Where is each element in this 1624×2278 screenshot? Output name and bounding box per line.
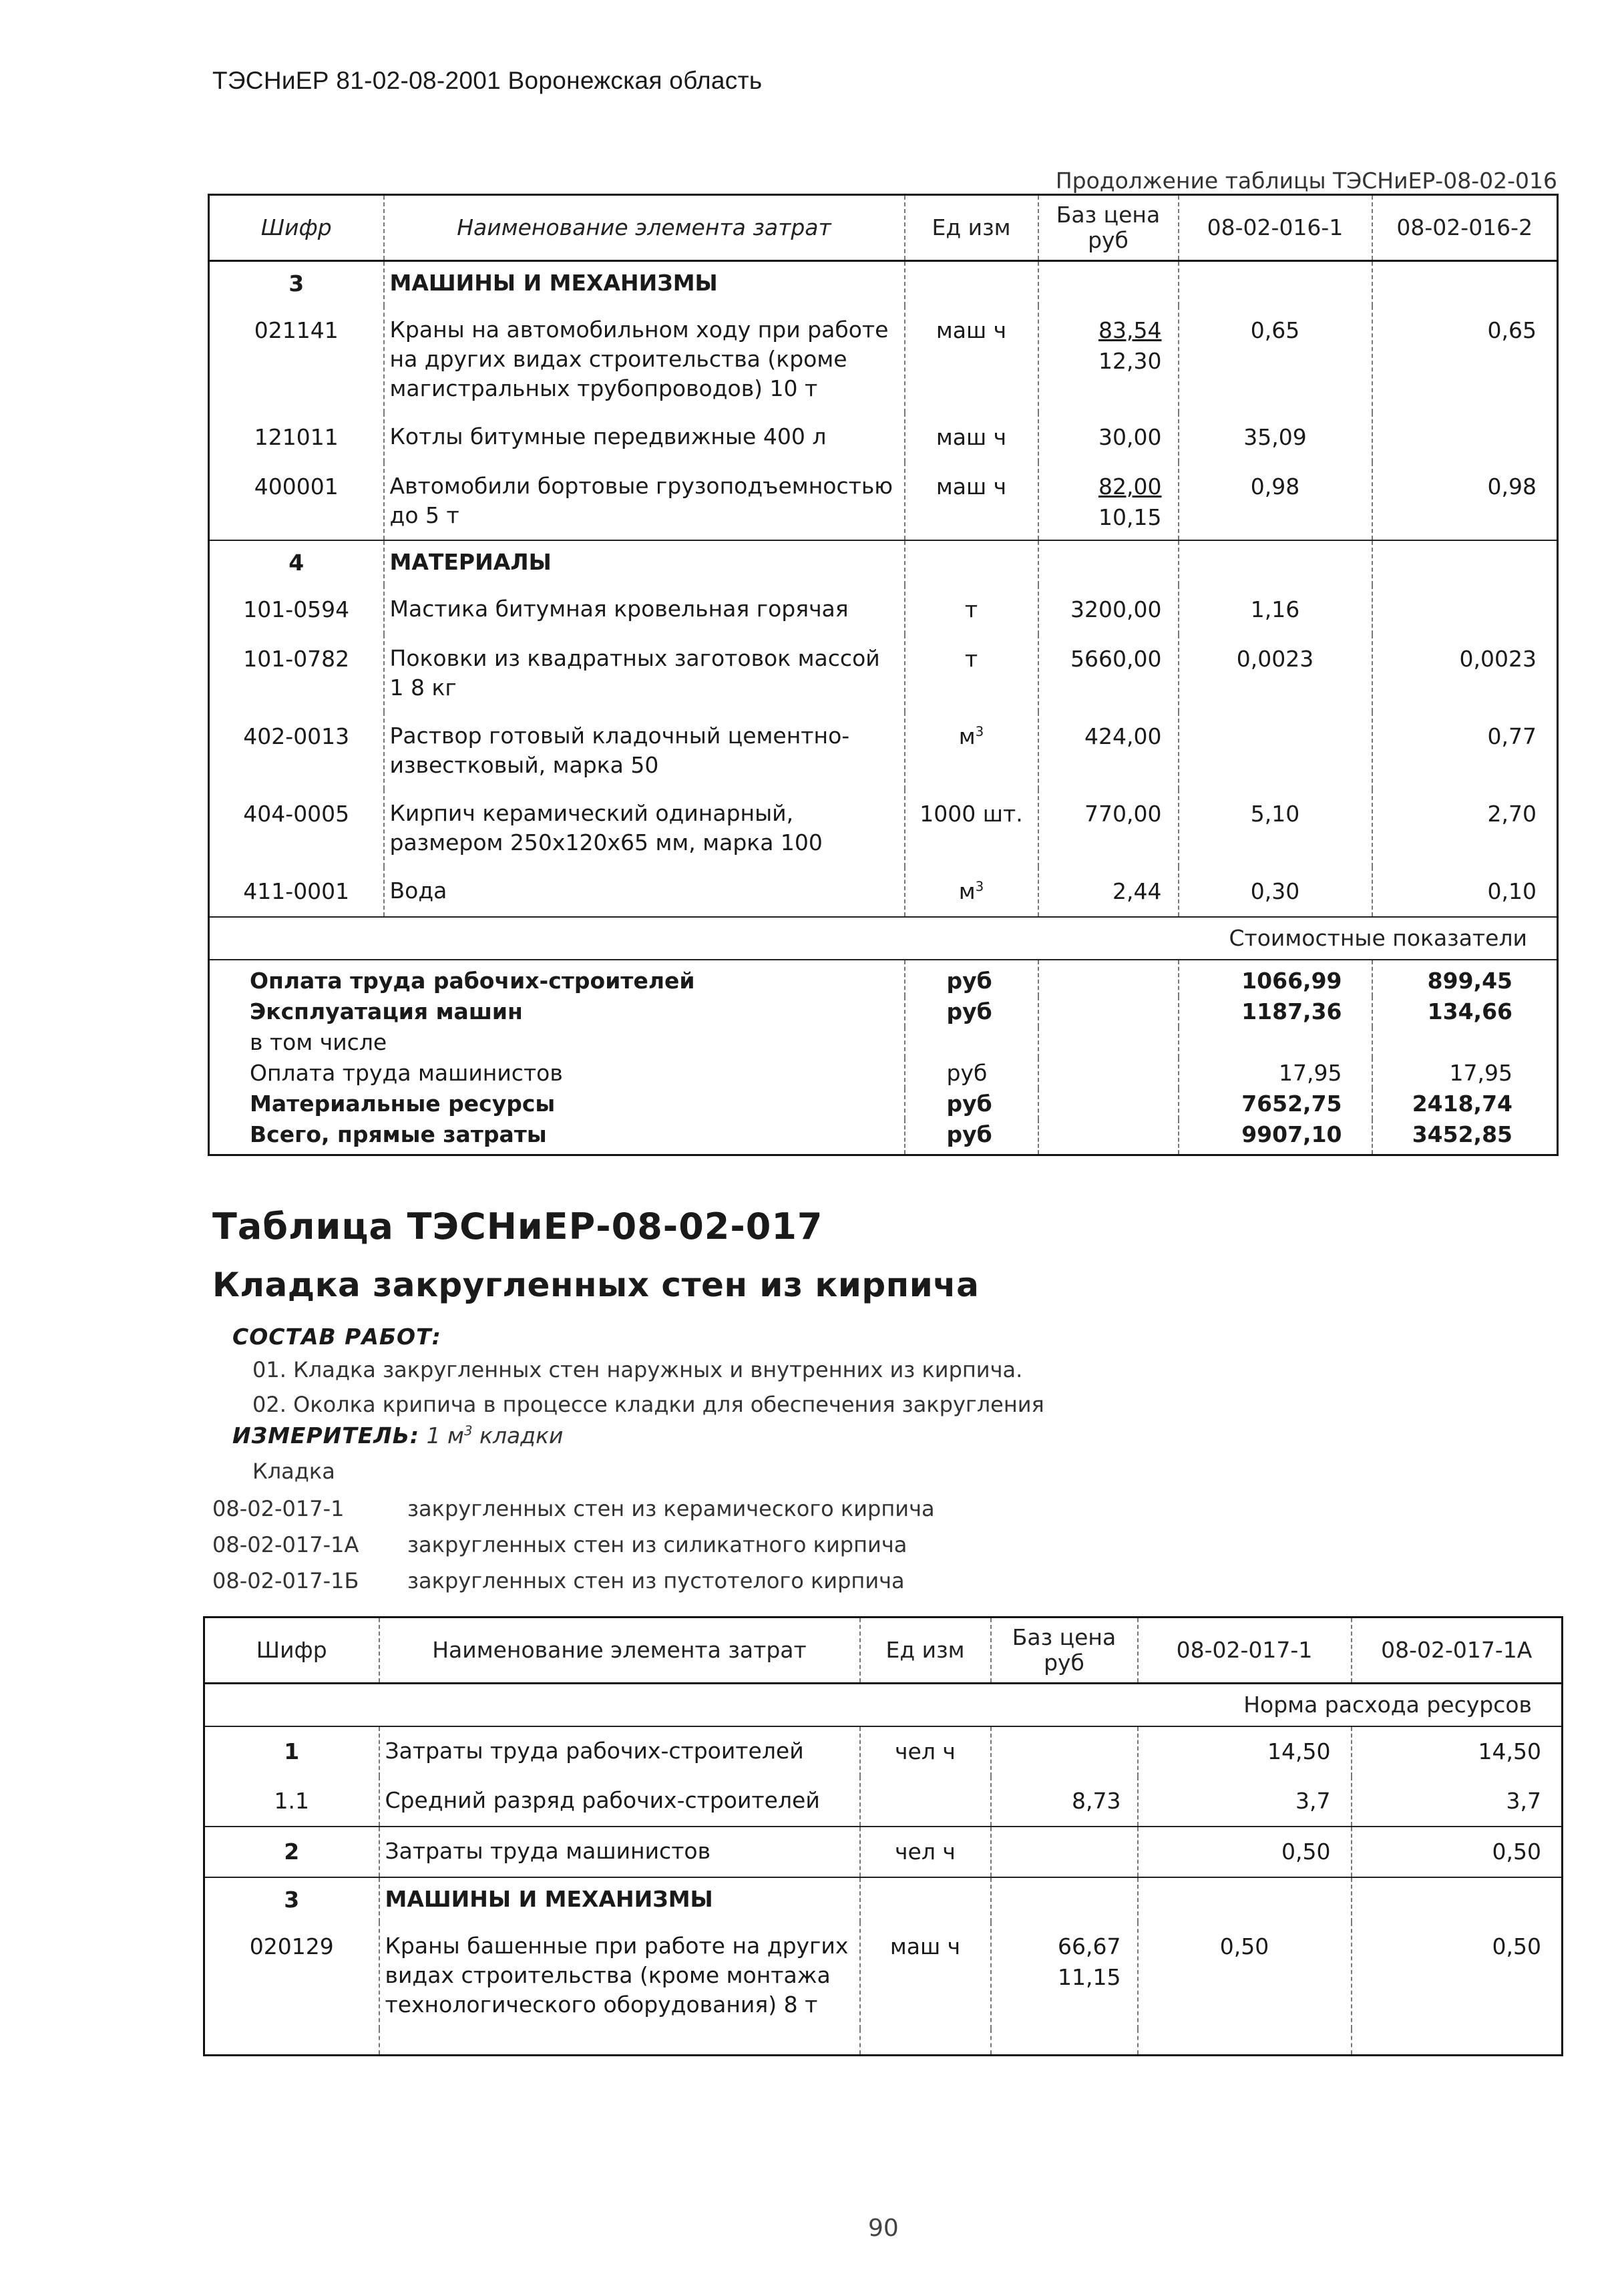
work-item: 01. Кладка закругленных стен наружных и внутренних из кирпича.	[252, 1357, 1023, 1382]
section-code: 3	[204, 1877, 379, 1922]
row-price: 2,44	[1038, 867, 1179, 917]
row-value-2: 0,65	[1372, 306, 1558, 413]
row-code: 021141	[254, 317, 339, 343]
row-value-2: 14,50	[1352, 1726, 1563, 1776]
section-name: МАШИНЫ И МЕХАНИЗМЫ	[384, 260, 905, 306]
meter-label: ИЗМЕРИТЕЛЬ:	[232, 1422, 420, 1449]
variant-desc: закругленных стен из пустотелого кирпича	[407, 1568, 905, 1593]
cost-value-2: 3452,85	[1372, 1119, 1558, 1155]
cost-label: Всего, прямые затраты	[250, 1121, 547, 1147]
cost-value-1: 9907,10	[1179, 1119, 1372, 1155]
row-code: 121011	[254, 423, 339, 450]
row-price: 30,00	[1038, 413, 1179, 462]
row-value-1: 0,98	[1179, 462, 1372, 540]
cost-value-2: 134,66	[1372, 996, 1558, 1027]
row-unit	[905, 867, 1038, 917]
unit-text: м	[958, 878, 976, 904]
row-unit	[905, 712, 1038, 789]
cost-row	[209, 1089, 1558, 1119]
row-code: 1.1	[274, 1787, 309, 1814]
row-name: Раствор готовый кладочный цементно-известковый, марка 50	[384, 712, 905, 789]
cost-value-1: 1187,36	[1179, 996, 1372, 1027]
row-unit: т	[905, 634, 1038, 712]
cost-unit: руб	[905, 996, 1038, 1027]
cost-label: Эксплуатация машин	[250, 998, 523, 1024]
row-value-2: 0,10	[1372, 867, 1558, 917]
row-value-2: 0,98	[1372, 462, 1558, 540]
row-price: 424,00	[1038, 712, 1179, 789]
table-row	[204, 1827, 1563, 1877]
row-name: Мастика битумная кровельная горячая	[384, 585, 905, 634]
row-price-main: 83,54	[1098, 317, 1162, 343]
table-header-row	[204, 1618, 1563, 1684]
cost-label: Оплата труда машинистов	[250, 1059, 563, 1086]
header-code: Шифр	[204, 1618, 379, 1684]
row-name: Автомобили бортовые грузоподъемностью до 5 т	[384, 462, 905, 540]
row-value-1: 3,7	[1138, 1776, 1352, 1827]
row-code: 402-0013	[243, 723, 350, 749]
header-code: Шифр	[209, 195, 384, 261]
header-name: Наименование элемента затрат	[384, 195, 905, 261]
table-header-row	[209, 195, 1558, 261]
cost-label: Материальные ресурсы	[250, 1090, 556, 1117]
cost-value-2	[1372, 1027, 1558, 1058]
unit-text: м	[958, 723, 976, 749]
table-row	[204, 1726, 1563, 1776]
header-unit: Ед изм	[905, 195, 1038, 261]
header-price: Баз цена руб	[1038, 195, 1179, 261]
table-row	[209, 462, 1558, 540]
row-name: Затраты труда машинистов	[379, 1827, 860, 1877]
row-code: 404-0005	[243, 800, 350, 827]
continuation-caption: Продолжение таблицы ТЭСНиЕР-08-02-016	[1055, 168, 1557, 194]
row-unit	[860, 1776, 991, 1827]
row-value-1: 0,50	[1138, 1922, 1352, 2029]
row-value-2: 0,50	[1352, 1922, 1563, 2029]
row-price-secondary: 12,30	[1098, 347, 1162, 374]
row-code: 101-0594	[243, 596, 350, 622]
row-unit: маш ч	[905, 306, 1038, 413]
meter-value-prefix: 1 м	[426, 1422, 464, 1449]
row-value-2: 0,0023	[1372, 634, 1558, 712]
row-name: Котлы битумные передвижные 400 л	[384, 413, 905, 462]
section-code: 4	[209, 540, 384, 585]
row-price: 770,00	[1038, 789, 1179, 867]
cost-label: в том числе	[250, 1028, 387, 1055]
section-row-materials	[209, 540, 1558, 585]
row-price: 3200,00	[1038, 585, 1179, 634]
table-row	[209, 306, 1558, 413]
row-unit: маш ч	[860, 1922, 991, 2029]
table-row	[209, 789, 1558, 867]
work-item: 02. Околка крипича в процессе кладки для обеспечения закругления	[252, 1392, 1044, 1417]
cost-row	[209, 1119, 1558, 1155]
row-value-1: 35,09	[1179, 413, 1372, 462]
row-value-2: 0,50	[1352, 1827, 1563, 1877]
header-col1: 08-02-016-1	[1179, 195, 1372, 261]
row-price-main: 66,67	[1058, 1933, 1121, 1959]
table-row	[204, 1776, 1563, 1827]
row-price	[991, 1726, 1138, 1776]
running-head: ТЭСНиЕР 81-02-08-2001 Воронежская область	[212, 67, 763, 94]
variant-desc: закругленных стен из силикатного кирпича	[407, 1532, 907, 1557]
row-code: 020129	[249, 1933, 334, 1959]
section-row-machines	[204, 1877, 1563, 1922]
row-name: Затраты труда рабочих-строителей	[379, 1726, 860, 1776]
cost-unit: руб	[905, 1058, 1038, 1089]
cost-unit	[905, 1027, 1038, 1058]
row-value-1: 1,16	[1179, 585, 1372, 634]
norm-band-row	[204, 1683, 1563, 1726]
row-name: Кирпич керамический одинарный, размером 250х120х65 мм, марка 100	[384, 789, 905, 867]
row-name: Средний разряд рабочих-строителей	[379, 1776, 860, 1827]
table-row	[209, 634, 1558, 712]
table-row	[209, 585, 1558, 634]
section-name: МАШИНЫ И МЕХАНИЗМЫ	[379, 1877, 860, 1922]
table-row-spacer	[204, 2029, 1563, 2056]
cost-row	[209, 1027, 1558, 1058]
cost-value-2: 17,95	[1372, 1058, 1558, 1089]
row-value-2: 3,7	[1352, 1776, 1563, 1827]
row-value-1: 0,0023	[1179, 634, 1372, 712]
header-price: Баз цена руб	[991, 1618, 1138, 1684]
header-name: Наименование элемента затрат	[379, 1618, 860, 1684]
cost-value-1: 17,95	[1179, 1058, 1372, 1089]
cost-unit: руб	[905, 1119, 1038, 1155]
row-name: Краны башенные при работе на других видах строительства (кроме монтажа технологического оборудования) 8 т	[379, 1922, 860, 2029]
row-code: 1	[284, 1738, 300, 1764]
row-price	[991, 1922, 1138, 2029]
row-unit: маш ч	[905, 462, 1038, 540]
variants-heading: Кладка	[252, 1459, 335, 1484]
row-value-2: 0,77	[1372, 712, 1558, 789]
row-price-secondary: 10,15	[1098, 504, 1162, 530]
row-value-1	[1179, 712, 1372, 789]
cost-value-1: 7652,75	[1179, 1089, 1372, 1119]
page-number: 90	[868, 2215, 899, 2242]
section-name: МАТЕРИАЛЫ	[384, 540, 905, 585]
cost-band-row	[209, 917, 1558, 960]
cost-value-2: 2418,74	[1372, 1089, 1558, 1119]
row-code: 400001	[254, 473, 339, 500]
row-price: 8,73	[991, 1776, 1138, 1827]
unit-superscript: 3	[975, 878, 984, 894]
table-title: Таблица ТЭСНиЕР-08-02-017	[212, 1205, 823, 1248]
meter-line	[232, 1422, 563, 1449]
table-row	[209, 867, 1558, 917]
meter-value	[427, 1422, 564, 1449]
cost-value-2: 899,45	[1372, 960, 1558, 996]
table-subtitle: Кладка закругленных стен из кирпича	[212, 1266, 980, 1304]
row-name: Вода	[384, 867, 905, 917]
norm-band-label: Норма расхода ресурсов	[204, 1683, 1563, 1726]
meter-value-suffix: кладки	[472, 1422, 564, 1449]
cost-value-1	[1179, 1027, 1372, 1058]
table-08-02-016	[208, 194, 1559, 1156]
meter-value-superscript: 3	[463, 1423, 473, 1439]
section-code: 3	[288, 270, 304, 297]
cost-band-label: Стоимостные показатели	[209, 917, 1558, 960]
header-col2: 08-02-017-1А	[1352, 1618, 1563, 1684]
row-unit: маш ч	[905, 413, 1038, 462]
row-code: 411-0001	[243, 878, 350, 904]
row-price	[1038, 306, 1179, 413]
row-name: Краны на автомобильном ходу при работе на других видах строительства (кроме магистральных трубопроводов) 10 т	[384, 306, 905, 413]
header-unit: Ед изм	[860, 1618, 991, 1684]
row-value-2	[1372, 585, 1558, 634]
cost-label: Оплата труда рабочих-строителей	[250, 967, 695, 994]
cost-unit: руб	[905, 960, 1038, 996]
section-row-machines	[209, 260, 1558, 306]
row-value-2: 2,70	[1372, 789, 1558, 867]
cost-row	[209, 996, 1558, 1027]
row-price	[1038, 462, 1179, 540]
variant-code: 08-02-017-1А	[212, 1532, 359, 1557]
table-08-02-017	[203, 1616, 1563, 2056]
cost-value-1: 1066,99	[1179, 960, 1372, 996]
row-value-1: 0,50	[1138, 1827, 1352, 1877]
table-row	[209, 413, 1558, 462]
variant-code: 08-02-017-1Б	[212, 1568, 359, 1593]
row-name: Поковки из квадратных заготовок массой 1 8 кг	[384, 634, 905, 712]
table-row	[204, 1922, 1563, 2029]
row-price	[991, 1827, 1138, 1877]
row-value-1: 5,10	[1179, 789, 1372, 867]
variant-code: 08-02-017-1	[212, 1496, 345, 1521]
row-value-1: 14,50	[1138, 1726, 1352, 1776]
work-composition-label: СОСТАВ РАБОТ:	[232, 1324, 441, 1350]
cost-row	[209, 960, 1558, 996]
row-code: 2	[204, 1827, 379, 1877]
row-code: 101-0782	[243, 645, 350, 672]
header-col1: 08-02-017-1	[1138, 1618, 1352, 1684]
unit-superscript: 3	[975, 723, 984, 739]
row-unit: 1000 шт.	[905, 789, 1038, 867]
row-price-secondary: 11,15	[1058, 1963, 1121, 1990]
variant-desc: закругленных стен из керамического кирпича	[407, 1496, 935, 1521]
row-unit: чел ч	[860, 1726, 991, 1776]
row-unit: чел ч	[860, 1827, 991, 1877]
cost-unit: руб	[905, 1089, 1038, 1119]
header-col2: 08-02-016-2	[1372, 195, 1558, 261]
row-price-main: 82,00	[1098, 473, 1162, 500]
row-unit: т	[905, 585, 1038, 634]
row-value-2	[1372, 413, 1558, 462]
table-row	[209, 712, 1558, 789]
cost-row	[209, 1058, 1558, 1089]
row-price: 5660,00	[1038, 634, 1179, 712]
row-value-1: 0,30	[1179, 867, 1372, 917]
row-value-1: 0,65	[1179, 306, 1372, 413]
